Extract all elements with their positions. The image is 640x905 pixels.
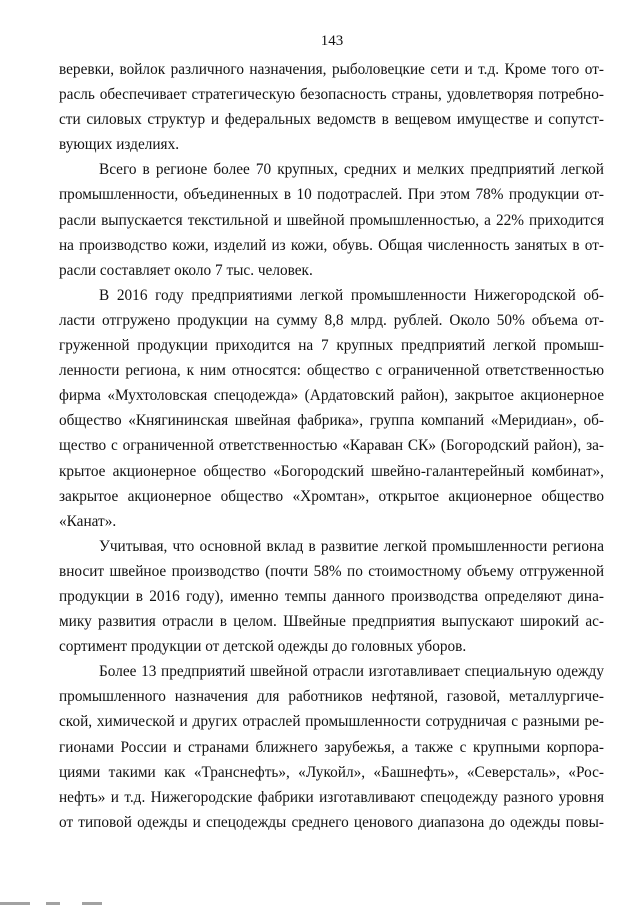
- text-line: расли составляет около 7 тыс. человек.: [59, 261, 313, 279]
- text-line: на производство кожи, изделий из кожи, обувь. Общая численность занятых в от-: [59, 236, 604, 254]
- text-line: груженной продукции приходится на 7 крупных предприятий легкой промыш-: [59, 337, 604, 355]
- text-line: циями такими как «Транснефть», «Лукойл», «Башнефть», «Северсталь», «Рос-: [59, 763, 604, 781]
- text-line: фирма «Мухтоловская спецодежда» (Ардатовский район), закрытое акционерное: [59, 387, 604, 405]
- text-line: от типовой одежды и спецодежды среднего ценового диапазона до одежды повы-: [59, 813, 604, 831]
- text-line: В 2016 году предприятиями легкой промышленности Нижегородской об-: [99, 286, 604, 304]
- text-line: сти силовых структур и федеральных ведомств в вещевом имуществе и сопутст-: [59, 111, 604, 129]
- text-line: мику развития отрасли в целом. Швейные предприятия выпускают широкий ас-: [59, 613, 604, 631]
- text-line: ласти отгружено продукции на сумму 8,8 млрд. рублей. Около 50% объема от-: [59, 311, 604, 329]
- text-line: расль обеспечивает стратегическую безопасность страны, удовлетворяя потребно-: [59, 86, 604, 104]
- text-line: промышленности, объединенных в 10 подотраслей. При этом 78% продукции от-: [59, 186, 604, 204]
- text-line: щество с ограниченной ответственностью «Караван СК» (Богородский район), за-: [59, 437, 604, 455]
- text-line: Всего в регионе более 70 крупных, средних и мелких предприятий легкой: [99, 161, 604, 179]
- text-line: нефть» и т.д. Нижегородские фабрики изготавливают спецодежду разного уровня: [59, 788, 604, 806]
- text-line: Учитывая, что основной вклад в развитие легкой промышленности региона: [99, 537, 604, 555]
- text-line: Более 13 предприятий швейной отрасли изготавливает специальную одежду: [99, 663, 604, 681]
- text-line: расли выпускается текстильной и швейной промышленностью, а 22% приходится: [59, 211, 604, 229]
- text-line: «Канат».: [59, 512, 117, 530]
- text-line: вующих изделиях.: [59, 136, 180, 154]
- text-line: веревки, войлок различного назначения, рыболовецкие сети и т.д. Кроме того от-: [59, 61, 604, 78]
- text-line: общество «Княгининская швейная фабрика», группа компаний «Меридиан», об-: [59, 412, 604, 430]
- page-number: 143: [320, 33, 344, 49]
- text-line: промышленного назначения для работников нефтяной, газовой, металлургиче-: [59, 688, 604, 706]
- text-line: ской, химической и других отраслей промышленности сотрудничая с разными ре-: [59, 713, 604, 731]
- text-line: крытое акционерное общество «Богородский швейно-галантерейный комбинат»,: [59, 462, 604, 480]
- text-line: продукции в 2016 году), именно темпы данного производства определяют дина-: [59, 587, 604, 605]
- body-text: [59, 57, 604, 835]
- text-line: гионами России и странами ближнего зарубежья, а также с крупными корпора-: [59, 738, 604, 756]
- text-line: закрытое акционерное общество «Хромтан», открытое акционерное общество: [59, 487, 604, 505]
- text-line: вносит швейное производство (почти 58% по стоимостному объему отгруженной: [59, 562, 604, 580]
- text-line: ленности региона, к ним относятся: общество с ограниченной ответственностью: [59, 362, 604, 380]
- text-line: сортимент продукции от детской одежды до головных уборов.: [59, 638, 467, 656]
